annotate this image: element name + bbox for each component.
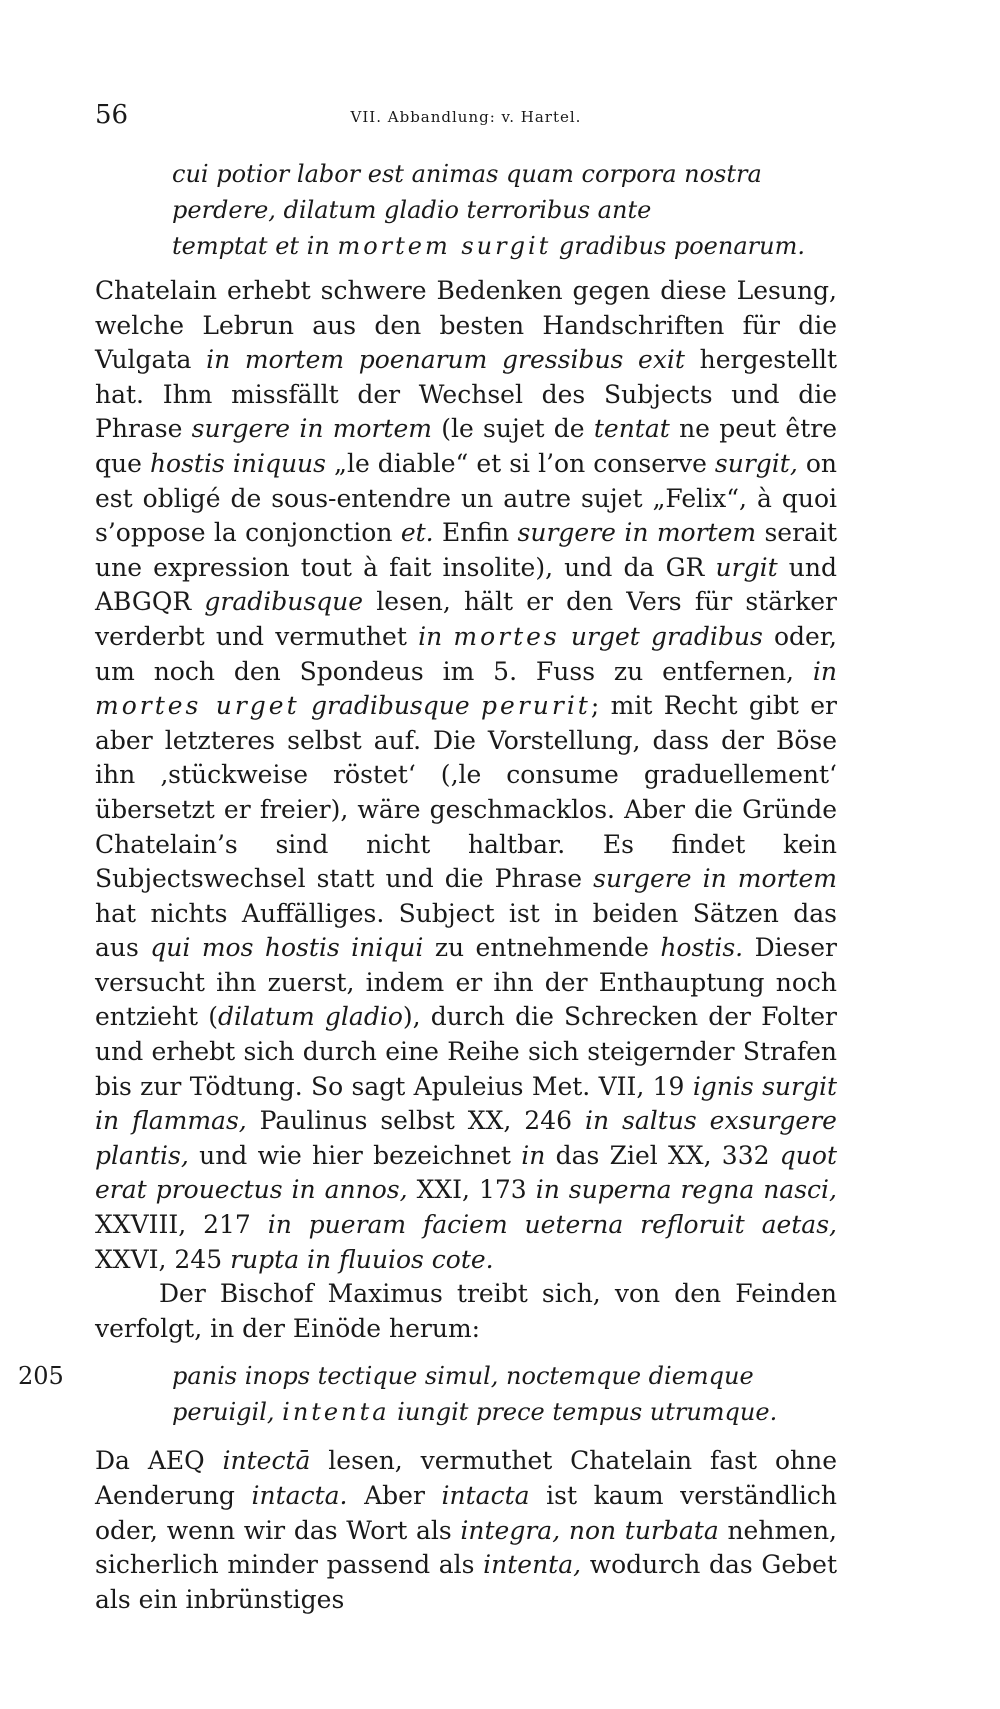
- italic-run: qui mos hostis iniqui: [150, 933, 424, 963]
- italic-run: urgit: [715, 552, 778, 582]
- text-run: und wie hier bezeichnet: [188, 1140, 522, 1170]
- text-run: lesen, hält er den Vers für stärker verderbt und vermuthet: [95, 587, 837, 651]
- text-run: Aber: [347, 1481, 442, 1510]
- text-run: Paulinus selbst XX, 246: [246, 1106, 585, 1136]
- body-paragraph: [95, 1444, 837, 1617]
- italic-run: in pueram faciem ueterna refloruit aetas,: [267, 1210, 837, 1240]
- italic-run: ignis surgit in flammas,: [95, 1071, 837, 1136]
- italic-run: dilatum gladio: [217, 1002, 403, 1032]
- italic-run: gradibusque: [299, 691, 482, 721]
- text-run: ; mit Recht gibt er aber letzteres selbst auf. Die Vorstellung, dass der Böse ihn ‚stückweise röstet‘ (‚le consume graduellement‘ übersetzt er freier), wäre geschmacklos. Aber die Gründe Chatelain’s sind nicht haltbar. Es findet kein Subjectswechsel statt und die Phrase: [95, 691, 837, 894]
- text-run: lesen, vermuthet Chatelain fast ohne Aenderung: [95, 1446, 837, 1510]
- verse-line: perdere, dilatum gladio terroribus ante: [172, 196, 652, 224]
- italic-run: intacta: [441, 1481, 530, 1510]
- body-paragraph: Der Bischof Maximus treibt sich, von den Feinden verfolgt, in der Einöde herum:: [95, 1279, 837, 1343]
- italic-run: intacta.: [251, 1481, 348, 1510]
- verse-line: cui potior labor est animas quam corpora nostra: [172, 160, 762, 188]
- verse-line: 205 panis inops tectique simul, noctemque diemque: [95, 1358, 837, 1394]
- body-paragraph: [95, 274, 837, 1277]
- italic-run: perurit: [481, 691, 591, 721]
- text-run: ), durch die Schrecken der Folter und erhebt sich durch eine Reihe sich steigernder Strafen bis zur Tödtung. So sagt Apuleius Met. VII, 19: [95, 1002, 837, 1101]
- italic-run: gradibusque: [204, 587, 364, 617]
- text-run: Da AEQ: [95, 1446, 223, 1476]
- line-number: 205: [18, 1362, 64, 1391]
- page-number: 56: [95, 100, 129, 130]
- text-run: nehmen, sicherlich minder passend als: [95, 1515, 837, 1580]
- running-head: VII. Abbandlung: v. Hartel.: [350, 108, 582, 126]
- text-run: XXI, 173: [407, 1175, 536, 1205]
- italic-run: in: [812, 656, 837, 686]
- italic-run: et.: [400, 518, 434, 548]
- text-run: serait une expression tout à fait insolite), und da GR: [95, 518, 838, 582]
- text-run: zu entnehmende: [423, 933, 661, 963]
- verse-line: peruigil, intenta iungit prece tempus utrumque.: [172, 1398, 778, 1427]
- italic-run: quot erat prouectus in annos,: [95, 1140, 837, 1205]
- page-header: [95, 100, 837, 134]
- text-run: Dieser versucht ihn zuerst, indem er ihn der Enthauptung noch entzieht (: [95, 933, 837, 1032]
- verse-line: temptat et in mortem surgit gradibus poenarum.: [172, 232, 805, 260]
- text-run: hergestellt hat. Ihm missfällt der Wechsel des Subjects und die Phrase: [95, 345, 838, 444]
- italic-run: tentat: [593, 414, 670, 444]
- italic-run: in superna regna nasci,: [535, 1175, 837, 1205]
- italic-run: surgit,: [714, 448, 798, 478]
- italic-run: integra, non turbata: [460, 1515, 719, 1545]
- italic-run: surgere in mortem: [593, 864, 837, 894]
- text-run: on est obligé de sous-entendre un autre sujet „Felix“, à quoi s’oppose la conjonction: [95, 448, 837, 548]
- italic-run: intectā: [222, 1446, 311, 1476]
- italic-run: mortes urget: [95, 691, 300, 721]
- italic-run: in: [521, 1140, 546, 1170]
- italic-run: hostis iniquus: [149, 448, 326, 478]
- text-run: oder, um noch den Spondeus im 5. Fuss zu entfernen,: [95, 621, 837, 686]
- text-run: ne peut être que: [95, 414, 838, 478]
- text-run: (le sujet de: [431, 414, 594, 444]
- text-run: ist kaum verständlich oder, wenn wir das Wort als: [95, 1481, 837, 1545]
- italic-run: surgere in mortem: [517, 518, 757, 548]
- verse-quote-2: [18, 1358, 837, 1430]
- italic-run: surgere in mortem: [191, 414, 432, 444]
- text-run: hat nichts Auffälliges. Subject ist in beiden Sätzen das aus: [95, 898, 837, 963]
- italic-run: urget gradibus: [559, 621, 763, 651]
- text-run: Chatelain erhebt schwere Bedenken gegen diese Lesung, welche Lebrun aus den besten Handschriften für die Vulgata: [95, 276, 837, 375]
- italic-run: hostis.: [660, 933, 744, 963]
- text-run: Enfin: [433, 518, 518, 548]
- italic-run: rupta in fluuios cote.: [230, 1244, 494, 1274]
- page: [18, 100, 838, 1617]
- verse-quote-1: [95, 156, 837, 264]
- italic-run: in mortem poenarum gressibus exit: [206, 345, 685, 375]
- text-run: und ABGQR: [95, 552, 837, 617]
- text-run: das Ziel XX, 332: [545, 1140, 780, 1170]
- italic-run: in saltus exsurgere plantis,: [95, 1106, 837, 1170]
- italic-run: mortes: [453, 621, 560, 651]
- text-run: wodurch das Gebet als ein inbrünstiges: [95, 1550, 837, 1614]
- text-run: XXVIII, 217: [95, 1210, 268, 1240]
- italic-run: intenta,: [483, 1550, 582, 1580]
- text-run: XXVI, 245: [95, 1244, 231, 1274]
- italic-run: in: [418, 621, 454, 651]
- text-run: „le diable“ et si l’on conserve: [325, 448, 715, 478]
